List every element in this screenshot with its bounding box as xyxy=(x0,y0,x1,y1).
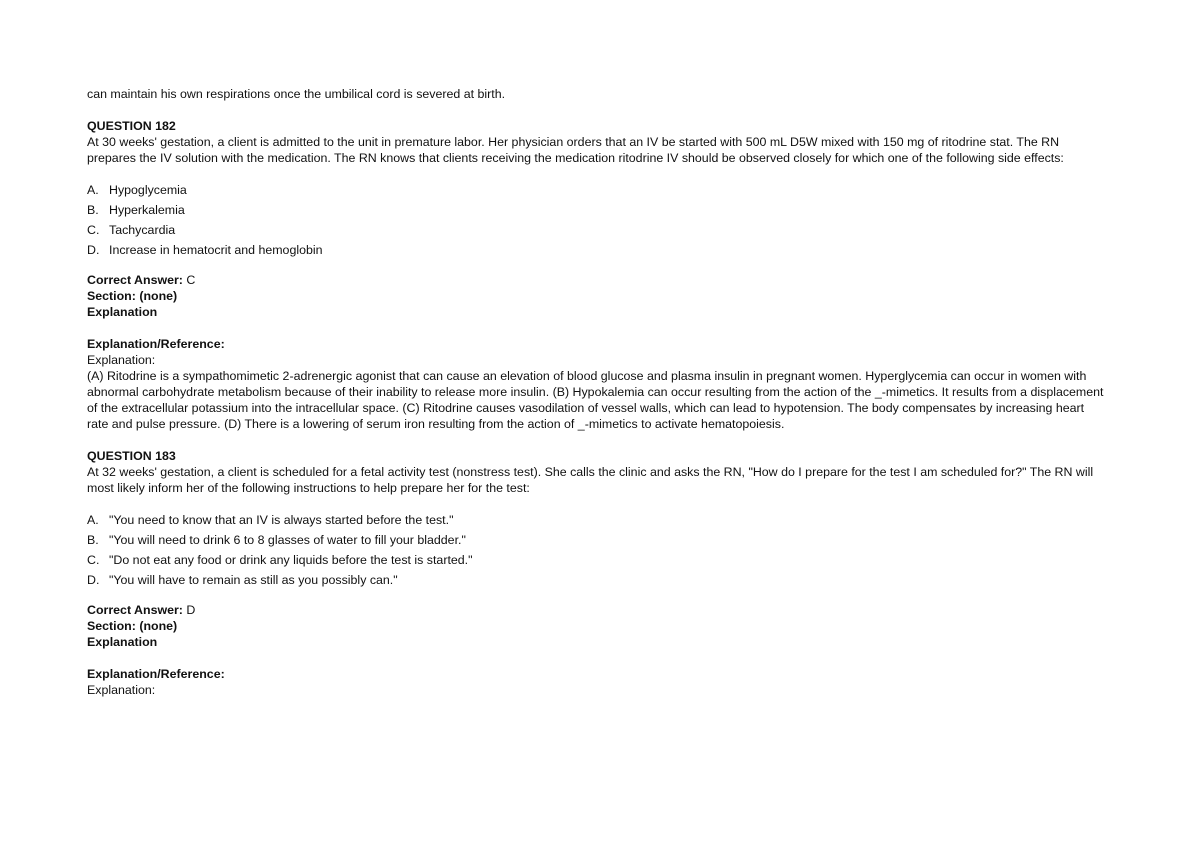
correct-answer-label: Correct Answer: xyxy=(87,603,183,617)
question-stem: At 30 weeks' gestation, a client is admitted to the unit in premature labor. Her physician orders that an IV be started with 500 mL D5W mixed with 150 mg of ritodrine stat. The RN prepares the IV solution with the medication. The RN knows that clients receiving the medication ritodrine IV should be observed closely for which one of the following side effects: xyxy=(87,135,1064,165)
section-label: Section: (none) xyxy=(87,619,178,633)
option-a xyxy=(87,182,1107,198)
correct-answer-value: D xyxy=(186,603,196,617)
option-text: "You will have to remain as still as you possibly can." xyxy=(109,573,398,587)
explanation-heading: Explanation xyxy=(87,635,158,649)
option-text: "Do not eat any food or drink any liquids before the test is started." xyxy=(109,553,473,567)
reference-intro: Explanation: xyxy=(87,353,156,367)
document-page xyxy=(87,86,1107,698)
reference-intro: Explanation: xyxy=(87,683,156,697)
option-text: Hypoglycemia xyxy=(109,183,187,197)
option-letter: C. xyxy=(87,223,100,237)
reference-heading: Explanation/Reference: xyxy=(87,667,225,681)
correct-answer-label: Correct Answer: xyxy=(87,273,183,287)
correct-answer xyxy=(87,602,1107,618)
option-text: "You need to know that an IV is always started before the test." xyxy=(109,513,454,527)
answer-options xyxy=(87,512,1107,588)
option-letter: A. xyxy=(87,183,99,197)
option-b xyxy=(87,202,1107,218)
explanation-heading: Explanation xyxy=(87,305,158,319)
option-letter: D. xyxy=(87,243,100,257)
answer-options xyxy=(87,182,1107,258)
option-c xyxy=(87,552,1107,568)
option-b xyxy=(87,532,1107,548)
section-label: Section: (none) xyxy=(87,289,178,303)
option-d xyxy=(87,242,1107,258)
reference-text: (A) Ritodrine is a sympathomimetic 2-adrenergic agonist that can cause an elevation of blood glucose and plasma insulin in pregnant women. Hyperglycemia can occur in women with abnormal carbohydrate metabolism because of their inability to release more insulin. (B) Hypokalemia can occur resulting from the action of the _-mimetics. It results from a displacement of the extracellular potassium into the intracellular space. (C) Ritodrine causes vasodilation of vessel walls, which can lead to hypotension. The body compensates by increasing heart rate and pulse pressure. (D) There is a lowering of serum iron resulting from the action of _-mimetics to activate hematopoiesis. xyxy=(87,369,1104,431)
option-letter: D. xyxy=(87,573,100,587)
question-title: QUESTION 182 xyxy=(87,119,176,133)
option-text: Increase in hematocrit and hemoglobin xyxy=(109,243,323,257)
reference-heading: Explanation/Reference: xyxy=(87,337,225,351)
question-182 xyxy=(87,118,1107,432)
correct-answer xyxy=(87,272,1107,288)
option-a xyxy=(87,512,1107,528)
correct-answer-value: C xyxy=(186,273,196,287)
option-text: Tachycardia xyxy=(109,223,176,237)
option-c xyxy=(87,222,1107,238)
option-letter: C. xyxy=(87,553,100,567)
question-title: QUESTION 183 xyxy=(87,449,176,463)
option-d xyxy=(87,572,1107,588)
option-text: "You will need to drink 6 to 8 glasses of water to fill your bladder." xyxy=(109,533,466,547)
option-text: Hyperkalemia xyxy=(109,203,185,217)
option-letter: A. xyxy=(87,513,99,527)
continuation-text: can maintain his own respirations once the umbilical cord is severed at birth. xyxy=(87,87,506,101)
question-stem: At 32 weeks' gestation, a client is scheduled for a fetal activity test (nonstress test). She calls the clinic and asks the RN, "How do I prepare for the test I am scheduled for?" The RN will most likely inform her of the following instructions to help prepare her for the test: xyxy=(87,465,1094,495)
option-letter: B. xyxy=(87,533,99,547)
option-letter: B. xyxy=(87,203,99,217)
question-183 xyxy=(87,448,1107,698)
